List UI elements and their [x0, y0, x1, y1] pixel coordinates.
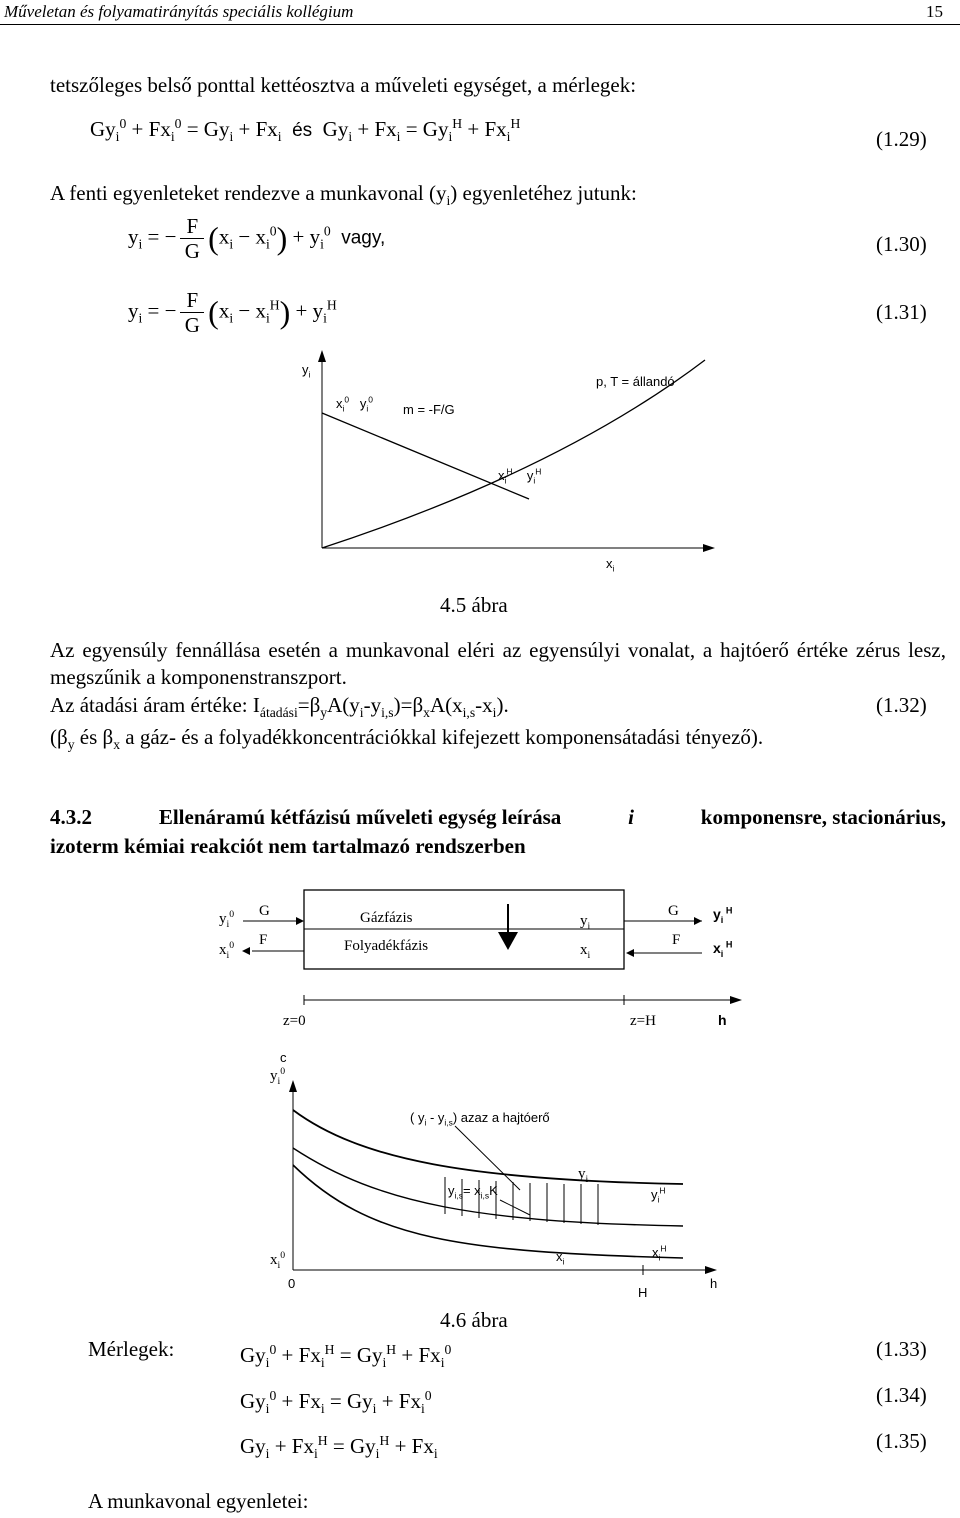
profile-driving-force-label: ( $y_i - y_{i,s}$) azaz a hajtóerő	[410, 1110, 550, 1128]
equation-1-33: $Gy_i^0 + Fx_i^H = Gy_i^H + Fx_i^0$	[240, 1342, 452, 1371]
equation-number-1-32: (1.32)	[876, 693, 927, 717]
profile-xi-label: $x_i$	[556, 1249, 565, 1267]
column-G-left: G	[259, 903, 270, 919]
equation-number-1-30: (1.30)	[876, 232, 927, 256]
column-G-right: G	[668, 903, 679, 919]
intro-line: tetszőleges belső ponttal kettéosztva a műveleti egységet, a mérlegek:	[50, 73, 637, 97]
equation-1-31: $y_i$ = − $\frac{F}{G}$ $(x_i - x_i^H) + y_i^H$	[128, 288, 337, 337]
column-xi-mid: $x_i$	[580, 942, 591, 961]
profile-yi-label: $y_i$	[578, 1166, 589, 1185]
fig45-caption: 4.5 ábra	[440, 593, 508, 617]
profile-zero-label: 0	[288, 1276, 296, 1291]
closing-line: A munkavonal egyenletei:	[88, 1489, 309, 1513]
equation-number-1-29: (1.29)	[876, 127, 927, 151]
column-liquid-label: Folyadékfázis	[344, 938, 429, 954]
column-gas-label: Gázfázis	[360, 910, 413, 926]
profile-xH-label: $x_i^H$	[652, 1243, 667, 1263]
equation-number-1-34: (1.34)	[876, 1383, 927, 1407]
equation-number-1-31: (1.31)	[876, 300, 927, 324]
column-xH-right: $x_i$ $^H$	[713, 939, 733, 959]
column-yi-mid: $y_i$	[580, 913, 591, 932]
profile-equilibrium-label: $y_{i,s}= x_{i,s}K$	[448, 1183, 498, 1201]
profile-x0-label: $x_i^0$	[270, 1250, 286, 1271]
paragraph-equilibrium: Az egyensúly fennállása esetén a munkavonal eléri az egyensúlyi vonalat, a hajtóerő értéke zérus lesz, megszűnik a komponenstranszport.	[50, 638, 946, 689]
equation-1-30: $y_i$ = − $\frac{F}{G}$ $(x_i - x_i^0) + y_i^0$ vagy,	[128, 214, 386, 263]
equation-1-29: $Gy_i^0 + Fx_i^0 = Gy_i + Fx_i$ és $Gy_i + Fx_i = Gy_i^H + Fx_i^H$	[90, 116, 521, 145]
paragraph-transfer-rate: Az átadási áram értéke: $I_{átadási}=\beta_yA(y_i-y_{i,s})=\beta_xA(x_{i,s}-x_i)$.	[50, 693, 509, 721]
profile-H-label: H	[638, 1285, 648, 1300]
profile-h-label: h	[710, 1276, 718, 1291]
equation-1-34: $Gy_i^0 + Fx_i = Gy_i + Fx_i^0$	[240, 1388, 432, 1417]
equation-number-1-35: (1.35)	[876, 1429, 927, 1453]
running-header-title: Műveletan és folyamatirányítás speciális kollégium	[4, 2, 354, 21]
equation-1-35: $Gy_i + Fx_i^H = Gy_i^H + Fx_i$	[240, 1433, 438, 1462]
column-F-right: F	[672, 932, 681, 948]
column-yH-right: $y_i$ $^H$	[713, 905, 733, 925]
fig45-x-label: $x_i$	[606, 556, 615, 574]
column-F-left: F	[259, 932, 268, 948]
page-number: 15	[926, 2, 943, 21]
axis-h-label: h	[718, 1012, 727, 1028]
column-y0-left: $y_i^0$	[219, 909, 235, 930]
fig45-x0-y0-label: $x_i^0$ $y_i^0$	[336, 394, 373, 414]
fig45-slope-label: m = -F/G	[403, 402, 455, 417]
munkavonal-sentence: A fenti egyenleteket rendezve a munkavonal $(y_i)$ egyenletéhez jutunk:	[50, 181, 637, 209]
fig45-xH-yH-label: $x_i^H$ $y_i^H$	[498, 466, 542, 486]
profile-y0-label: $y_i^0$	[270, 1066, 286, 1087]
fig45-y-label: $y_i$	[302, 362, 311, 380]
axis-z0-label: z=0	[283, 1013, 306, 1029]
profile-yH-label: $y_i^H$	[651, 1185, 666, 1205]
balances-label: Mérlegek:	[88, 1337, 175, 1361]
profile-c-label: c	[280, 1050, 287, 1065]
equation-number-1-33: (1.33)	[876, 1337, 927, 1361]
axis-zH-label: z=H	[630, 1013, 656, 1029]
paragraph-coefficients: ($\beta_y$ és $\beta_x$ a gáz- és a folyadékkoncentrációkkal kifejezett komponensátadási tényező).	[50, 725, 764, 753]
fig46-caption: 4.6 ábra	[440, 1308, 508, 1332]
section-heading: 4.3.2 Ellenáramú kétfázisú műveleti egység leírása i komponensre, stacionárius, izoterm kémiai reakciót nem tartalmazó rendszerben	[50, 805, 946, 858]
fig45-condition-label: p, T = állandó	[596, 374, 675, 389]
column-x0-left: $x_i^0$	[219, 940, 235, 961]
